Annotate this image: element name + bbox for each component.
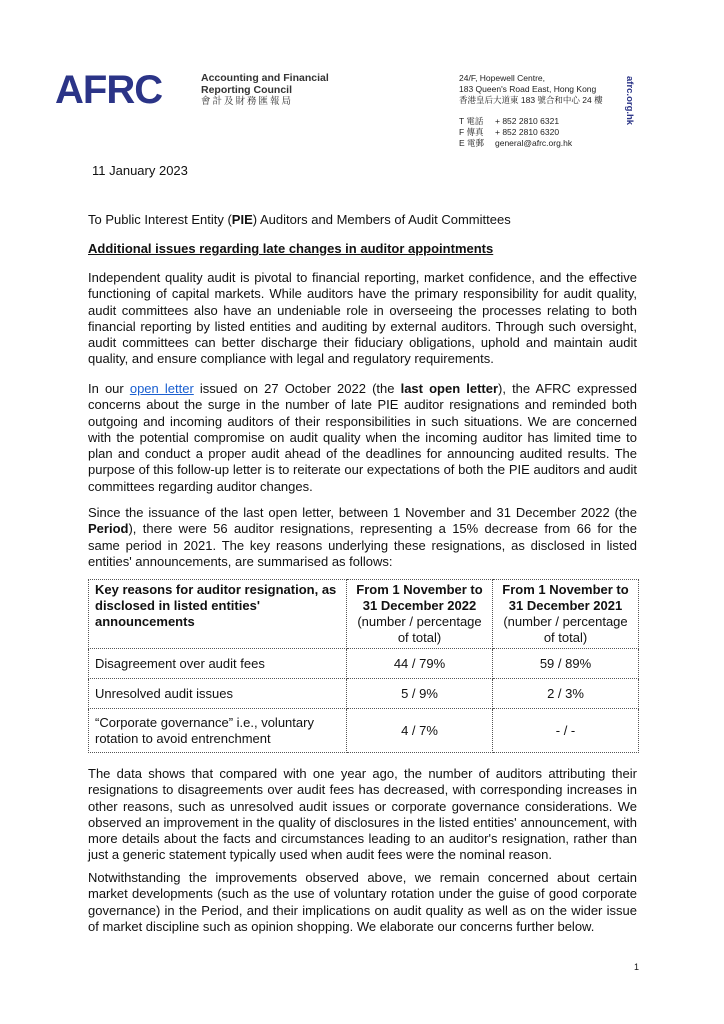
cell: “Corporate governance” i.e., voluntary rotation to avoid entrenchment	[89, 709, 347, 753]
org-name-en-1: Accounting and Financial	[201, 72, 329, 84]
text: issued on 27 October 2022 (the	[193, 381, 401, 396]
org-name-en-2: Reporting Council	[201, 84, 292, 96]
phone-label: T 電話	[459, 116, 484, 126]
cell: Unresolved audit issues	[89, 679, 347, 709]
salutation-text: ) Auditors and Members of Audit Committees	[252, 212, 511, 227]
table-row	[89, 649, 639, 679]
text: In our	[88, 381, 130, 396]
table-header-row	[89, 580, 639, 649]
contact-info	[459, 116, 572, 149]
cell: 4 / 7%	[347, 709, 493, 753]
resignation-reasons-table	[88, 579, 639, 753]
phone-value: + 852 2810 6321	[495, 116, 560, 126]
paragraph-1: Independent quality audit is pivotal to financial reporting, market confidence, and the effective functioning of capital markets. While auditors have the primary responsibility for audit quality, audit committees also have an undeniable role in overseeing the processes relating to both financial reporting by listed entities and auditing by external auditors. Through such oversight, audit committees can better discharge their fiduciary obligations, uphold and maintain audit quality, and ensure compliance with legal and regulatory requirements.	[88, 270, 637, 367]
header-2021	[493, 580, 639, 649]
website: afrc.org.hk	[624, 76, 635, 126]
bold-term: Period	[88, 521, 129, 537]
address-line: 香港皇后大道東 183 號合和中心 24 樓	[459, 95, 603, 105]
address-line: 24/F, Hopewell Centre,	[459, 73, 545, 83]
afrc-logo: AFRC	[55, 68, 163, 112]
cell: 44 / 79%	[347, 649, 493, 679]
fax-value: + 852 2810 6320	[495, 127, 560, 137]
text: ), the AFRC expressed concerns about the surge in the number of late PIE auditor resignations and reminded both outgoing and incoming auditors of their responsibilities in such situations. We are concerned with the potential compromise on audit quality when the incoming auditor has limited time to plan and conduct a proper audit ahead of the deadlines for announcing audited results. The purpose of this follow-up letter is to reiterate our expectations of both the PIE auditors and audit committees regarding auditor changes.	[88, 381, 638, 494]
subject-heading: Additional issues regarding late changes in auditor appointments	[88, 241, 494, 256]
address-line: 183 Queen's Road East, Hong Kong	[459, 84, 597, 94]
salutation	[88, 212, 637, 228]
paragraph-3	[88, 505, 637, 570]
cell: 59 / 89%	[493, 649, 639, 679]
org-name-zh: 會計及財務匯報局	[201, 96, 294, 107]
table-row	[89, 679, 639, 709]
text: ), there were 56 auditor resignations, representing a 15% decrease from 66 for the same period in 2021. The key reasons underlying these resignations, as disclosed in listed entities' announcements, are summarised as follows:	[88, 521, 637, 569]
page-number: 1	[634, 962, 640, 972]
bold-term: last open letter	[400, 381, 499, 396]
paragraph-4: The data shows that compared with one year ago, the number of auditors attributing their resignations to disagreements over audit fees has decreased, with corresponding increases in other reasons, such as unresolved audit issues or corporate governance considerations. We observed an improvement in the quality of disclosures in the listed entities' announcement, with more details about the facts and circumstances leading to an auditor's resignation, rather than just a generic statement typically used when audit fees were the nominal reason.	[88, 766, 637, 863]
paragraph-2	[88, 381, 637, 495]
fax-label: F 傳真	[459, 127, 484, 137]
table-row	[89, 709, 639, 753]
header-title: From 1 November to 31 December 2022	[356, 582, 483, 613]
text: Since the issuance of the last open letter, between 1 November and 31 December 2022 (the	[88, 505, 637, 520]
header-reasons: Key reasons for auditor resignation, as disclosed in listed entities' announcements	[89, 580, 347, 649]
address	[459, 73, 603, 106]
org-name	[201, 72, 329, 108]
header-note: (number / percentage of total)	[503, 614, 628, 645]
cell: 5 / 9%	[347, 679, 493, 709]
header-2022	[347, 580, 493, 649]
email-value: general@afrc.org.hk	[495, 138, 573, 148]
open-letter-link[interactable]: open letter	[129, 381, 194, 396]
paragraph-5: Notwithstanding the improvements observed above, we remain concerned about certain market developments (such as the use of voluntary rotation under the guise of good corporate governance) in the Period, and their implications on audit quality as well as on the wider issue of market discipline such as opinion shopping. We elaborate our concerns further below.	[88, 870, 637, 934]
header-note: (number / percentage of total)	[357, 614, 482, 645]
letter-date: 11 January 2023	[92, 163, 188, 178]
email-label: E 電郵	[459, 138, 485, 148]
salutation-text: To Public Interest Entity (	[88, 212, 232, 227]
salutation-bold: PIE	[231, 212, 253, 227]
header-title: From 1 November to 31 December 2021	[502, 582, 629, 613]
cell: Disagreement over audit fees	[89, 649, 347, 679]
cell: 2 / 3%	[493, 679, 639, 709]
cell: - / -	[493, 709, 639, 753]
